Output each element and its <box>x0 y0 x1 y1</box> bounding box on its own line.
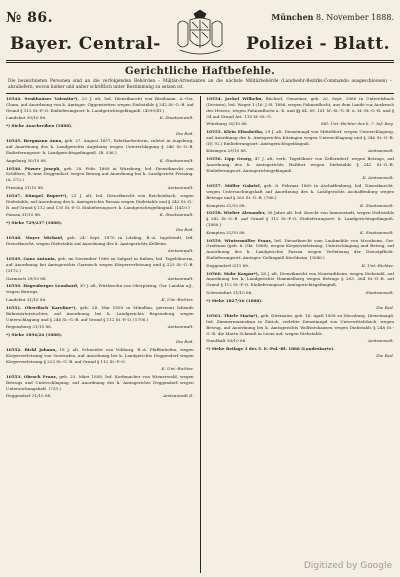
signature-authority: K. Staatsanwalt. <box>359 229 394 235</box>
bavarian-crest-icon <box>174 10 226 58</box>
signature-authority: Amtsanwalt. <box>167 184 194 190</box>
notice-lead: 10556. Lipp Georg, <box>206 156 253 162</box>
notice-lead: 10548. Mayer Michael, <box>6 235 64 241</box>
signature-authority: Amtsanwalt. <box>167 248 194 254</box>
notice-entry <box>206 271 394 289</box>
notice-lead: 10551. Oberdisch Karoline*), <box>6 304 77 310</box>
notice-signature <box>6 339 194 345</box>
notice-text: geb. 28. Febr. 1868 in Würzburg, led. Dienstknecht von Schillern, B.-Amt Deggendorf, wegen Betrug auf Anordnung bei k. Landgericht Freising. (A. 572.) <box>6 165 194 183</box>
signature-place-date: Augsburg 30/10 88. <box>6 157 48 163</box>
notice-lead: 10545. Bergmann Anna, <box>6 138 63 144</box>
notice-signature <box>6 297 194 303</box>
signature-place-date: Schweinfurt 31/10 88. <box>206 289 253 295</box>
notice-signature <box>206 305 394 311</box>
signature-place-date: Deggendorf 3/11 88. <box>206 262 250 268</box>
notice-text: 28 J. alt, Dienstknecht von Neustadtheim, wegen Diebstahl, auf Anordnung bei k. Landgerichts Hammelburg wegen Betrugs § 263, 264 St.-G.-B. auf Grund § 112 St.-P.-O. Einlieferungsort: Amtsgerichtsgefängniß. <box>206 270 394 288</box>
signature-authority: Die Red. <box>175 227 194 233</box>
notice-lead: 10560. Mohr Kaspar*), <box>206 270 260 276</box>
notice-signature <box>206 121 394 127</box>
signature-place-date: Passau 31/10 88. <box>6 211 42 217</box>
notice-lead: 10546. Pözner Joseph, <box>6 165 61 171</box>
date-place: München <box>271 12 314 22</box>
notice-entry <box>206 238 394 262</box>
notice-signature <box>206 148 394 154</box>
notice-lead: *) Siehe Beilage 3 des 5. E.-Pol.-Bl. 1888 (Landeskarte). <box>206 346 335 352</box>
notice-signature <box>206 290 394 296</box>
notice-signature <box>206 175 394 181</box>
signature-authority: Mil.-Unt.-Richter des k. 7. Inf.-Reg. <box>320 121 394 127</box>
signature-authority: K. Amtsanwalt. <box>362 175 394 181</box>
notice-signature <box>206 230 394 236</box>
notice-lead: 10547. Kümpel Rupert*), <box>6 192 68 198</box>
signature-authority: K. Staatsanwalt. <box>359 202 394 208</box>
signature-place-date: Würzburg 30/10 88. <box>206 121 248 127</box>
signature-place-date: Garmisch 29/10 88. <box>6 275 47 281</box>
signature-authority: K. Unt.-Richter. <box>161 366 194 372</box>
signature-place-date: Staufhaft 30/10 88. <box>206 338 247 344</box>
notice-signature <box>6 131 194 137</box>
notice-entry <box>6 256 194 274</box>
date-rest: 8. November 1888. <box>316 13 394 22</box>
notice-entry <box>6 374 194 392</box>
notice-lead: 10558. Wieber Alexander, <box>206 210 266 216</box>
notice-signature <box>6 393 194 399</box>
notice-text: geb. 24. Sept. 1870 in Litzling, B.-A. Ingolstadt, led. Dienstknecht, wegen Diebstahls auf Anordnung des k. Amtsgerichts Kelheim. <box>6 235 194 247</box>
notice-text: led. Dienstknecht vom Laubmühle von Moosheim, Ger. Grafenau (geb. 6. Okt. 1868), wegen Körperverletzung, Unterschlagung und Betrug, auf Anordnung des k. Landgerichts Passau wegen Verletzung der Dienstpflicht. Einlieferungsort: Amtsger.-Gefängniß Kirchheim. (3046.) <box>206 237 394 261</box>
notice-lead: 10554. Jackel Wilhelm, <box>206 96 263 101</box>
notice-lead: 10559. Wintermüller Franz, <box>206 237 273 243</box>
notice-lead: 10561. Thiele Maria*), <box>206 313 259 318</box>
signature-authority: Die Red. <box>376 353 394 359</box>
notice-entry <box>206 183 394 201</box>
notice-lead: *) Siehe 1894/24 (1888). <box>6 331 63 337</box>
notice-signature <box>6 366 194 372</box>
notice-entry <box>6 123 194 129</box>
left-column <box>6 96 194 573</box>
notice-signature <box>6 324 194 330</box>
notice-signature <box>6 248 194 254</box>
signature-place-date: Kempten 31/10 88. <box>206 229 246 235</box>
notice-entry <box>206 96 394 120</box>
notice-signature <box>6 227 194 233</box>
signature-authority: Die Red. <box>376 305 394 311</box>
notice-entry <box>206 210 394 228</box>
issue-number: № 86. <box>6 10 53 26</box>
notice-lead: 10553. Obesch Franz, <box>6 374 58 380</box>
signature-authority: Amtsanwalt. <box>167 275 194 281</box>
notice-text: geb. 27. August 1857, Fabrikarbeiterin, zuletzt in Augsburg, auf Anordnung des k. Landgerichts Augsburg wegen Unterschlagung § 246 St.-G.-B. Einlieferungsort: k. Landgerichtsgefängniß. (B. 536.) <box>6 138 194 156</box>
masthead-title-left: Bayer. Central- <box>10 34 161 54</box>
signature-place-date: Landshut 31/10 88. <box>6 296 47 302</box>
notice-text: geb. 28. Mai 1858 in Mündlen, getrennt lebende Bahnwärterstochter, auf Anordnung bei k. Landgerichts Regensburg wegen Unterschlagung und § 246 St.-G.-B. auf Grund § 112 St.-P.-O. (1706.) <box>6 304 194 322</box>
notice-text: geb. 8. Februar 1860 in Aschaffenburg, led. Dienstknecht, wegen Untersuchungshaft auf Anordnung des k. Landgerichts Aschaffenburg wegen Betrugs und § 263 St.-G.-B. (786.) <box>206 183 394 201</box>
notice-signature <box>6 212 194 218</box>
notice-text: geb. 23. März 1858, led. Korbmacher von Wienerwald, wegen Betrugs und Unterschlagung, auf Anordnung des k. Amtsgerichts Deggendorf wegen Untersuchungshaft. (725.) <box>6 374 194 392</box>
notice-text: 30 J. alt, Wirthssohn von Oberpöring, Ger. Landau a/J., wegen Betrugs. <box>6 283 194 295</box>
notice-entry <box>206 313 394 337</box>
notice-signature <box>6 276 194 282</box>
notice-text: 23 J. alt, led. Dienstknecht von Reichenbach, wegen Diebstahls, auf Anordnung des k. Amtsgerichts Passau wegen Diebstahls und § 242 St.-G.-B. auf Grund § 112 und 135 St.-P.-O. Einlieferungsort: k. Landgerichtsgefängniß. (1410.) <box>6 192 194 210</box>
signature-authority: Amtsanwalt. <box>368 148 394 154</box>
notice-text: 47 J. alt, verh. Tagelöhner von Zellerndorf, wegen Betrugs, auf Anordnung des k. Amtsgerichts Haßfurt wegen Diebstahls § 242 St.-G.-B. Einlieferungsort: Amtsgerichtsgefängniß. <box>206 156 394 173</box>
signature-place-date: Landshut 30/10 88. <box>6 115 47 121</box>
notice-signature <box>6 158 194 164</box>
notice-entry <box>6 193 194 211</box>
notice-entry <box>6 138 194 156</box>
right-column <box>206 96 394 573</box>
newspaper-page <box>6 4 394 573</box>
signature-place-date: Kempten 31/10 88. <box>206 202 246 208</box>
signature-authority: Die Red. <box>175 130 194 136</box>
section-title: Gerichtliche Haftbefehle. <box>124 66 276 77</box>
notice-lead: 10557. Müller Gabriel, <box>206 183 262 189</box>
notice-entry <box>206 129 394 147</box>
issue-date <box>271 12 394 22</box>
notice-entry <box>6 283 194 295</box>
notice-text: 36 Jahre alt, led. Knecht von Immenstadt, wegen Diebstahls § 242 St.-G.-B. auf Grund § 112 St.-P.-O. Einlieferungsort: k. Landgerichtsgefängniß. (1880.) <box>206 210 394 228</box>
notice-lead: *) Siehe 1827/16 (1888). <box>206 297 263 303</box>
notice-entry <box>6 305 194 323</box>
signature-place-date: Freising 31/10 88. <box>6 184 45 190</box>
notice-text: Büchsel, Gemeiner, geb. 20. Sept. 1866 in Unterelsbach (Dreisen), led. Weger 1./16. J.-R. 1886, wegen Fahnenflucht, aus dem Lande vor Ausbruch des Heeres, wegen Fahnenflucht u. K. und §§ 64, 69, 181 M.-St.-G.-B. u. M.-St.-G.-B. und § 34 auf Grund Art. 115 M.-St.-G. <box>206 96 394 119</box>
notice-text: geb. im November 1866 zu Salgart in Italien, led. Tagelöhnerin, auf Anordnung bei Amtsgerichts Garmisch wegen Körperverletzung und § 223 St.-G.-B. (3172.) <box>6 256 194 274</box>
notice-entry <box>6 220 194 226</box>
signature-authority: Die Red. <box>175 339 194 345</box>
notice-signature <box>206 353 394 359</box>
signature-place-date: Deggendorf 31/10 88. <box>6 393 52 399</box>
watermark: Digitized by Google <box>303 561 392 571</box>
notice-lead: 10549. Gonz Antonia, <box>6 256 57 262</box>
notice-entry <box>206 156 394 174</box>
signature-authority: K. Staatsanwalt. <box>159 115 194 121</box>
notice-lead: 10552. Bickl Johann, <box>6 347 57 353</box>
notice-signature <box>6 185 194 191</box>
signature-place-date: Regensburg 31/10 88. <box>6 323 53 329</box>
notice-entry <box>206 346 394 352</box>
notice-signature <box>206 203 394 209</box>
notice-lead: 10555. Klein Elisabetha, <box>206 129 264 135</box>
notice-text: 29 J. alt, Dienstmagd von Mitteldorf, wegen Unterschlagung, auf Anordnung des k. Amtsgerichts Kitzingen wegen Unterschlagung und § 246 St.-G.-B. (IV. 92.) Einlieferungsort: Amtsgerichtsgefängniß. <box>206 129 394 146</box>
notice-entry <box>6 347 194 365</box>
notice-lead: *) Siehe Auschreiben (1888). <box>6 123 73 129</box>
masthead-title-right: Polizei - Blatt. <box>246 34 390 54</box>
signature-authority: K. Staatsanwalt. <box>159 211 194 217</box>
signature-authority: Amtsanwalt II. <box>163 393 194 399</box>
column-divider <box>200 96 201 573</box>
section-intro: Die bezeichneten Personen sind an die verfolgenden Behörden – Militär-Arrestanten an die nächste Militärbehörde (Landwehr-Bezirks-Commando ausgeschlossen) – abzuliefern, wovon hieher und anher schriftlich unter Bestimmung zu setzen ist. <box>8 79 392 90</box>
notice-text: 18 J. alt, Schneider von Vohburg, B.-A. Pfaffenhofen, wegen Körperverletzung von Vorstrafen, auf Anordnung bei k. Landgerichts Deggendorf wegen Körperverletzung § 223 St.-G.-B. auf Grund § 112 St.-P.-O. <box>6 347 194 364</box>
masthead-rule-thin <box>6 62 394 63</box>
notice-entry <box>6 166 194 184</box>
notice-lead: *) Siehe 729/237 (1888). <box>6 219 63 225</box>
notice-signature <box>206 338 394 344</box>
notice-entry <box>206 298 394 304</box>
signature-authority: K. Staatsanwalt. <box>159 157 194 163</box>
notice-entry <box>6 235 194 247</box>
signature-authority: K. Unt.-Richter. <box>361 262 394 268</box>
columns <box>6 93 394 573</box>
notice-text: 23 J. alt, led. Dienstknecht von Birnbaum, A.-Ger. Cham, auf Anordnung von k. Amtsger. Oggenstetten wegen Diebstahls § 242 St.-G.-B. auf Grund § 112 St.-P.-O. Einlieferungsort: k. Landgerichtsgefängniß. (4399/III.) <box>6 96 194 113</box>
masthead <box>6 28 394 58</box>
signature-authority: K. Unt.-Richter. <box>161 296 194 302</box>
notice-entry <box>6 332 194 338</box>
signature-authority: Amtsanwalt. <box>167 323 194 329</box>
notice-text: geb. Diermaier, geb. 18. April 1858 zu Moosburg, Dienstmagd, led. Zimmermannsfrau in Zürich, verlebte Dienstmagd von Unterwittelsbach, wegen Betrug, auf Anordnung bei k. Amtsgerichts Wolfratshausen wegen Diebstahls § 248 St.-G.-B. die Marta Schmidt in Leoni auf, wegen Diebstahls. <box>206 313 394 336</box>
signature-authority: Staatsanwalt. <box>365 289 394 295</box>
notice-entry <box>6 96 194 114</box>
signature-authority: Amtsanwalt. <box>368 338 394 344</box>
notice-lead: 10544. Senkhauser Valentin*), <box>6 96 79 101</box>
notice-signature <box>206 263 394 269</box>
signature-place-date: Kitzingen 29/10 88. <box>206 148 248 154</box>
notice-lead: 10550. Hagenberger Leonhard, <box>6 283 79 289</box>
masthead-rule <box>6 60 394 61</box>
notice-signature <box>6 115 194 121</box>
